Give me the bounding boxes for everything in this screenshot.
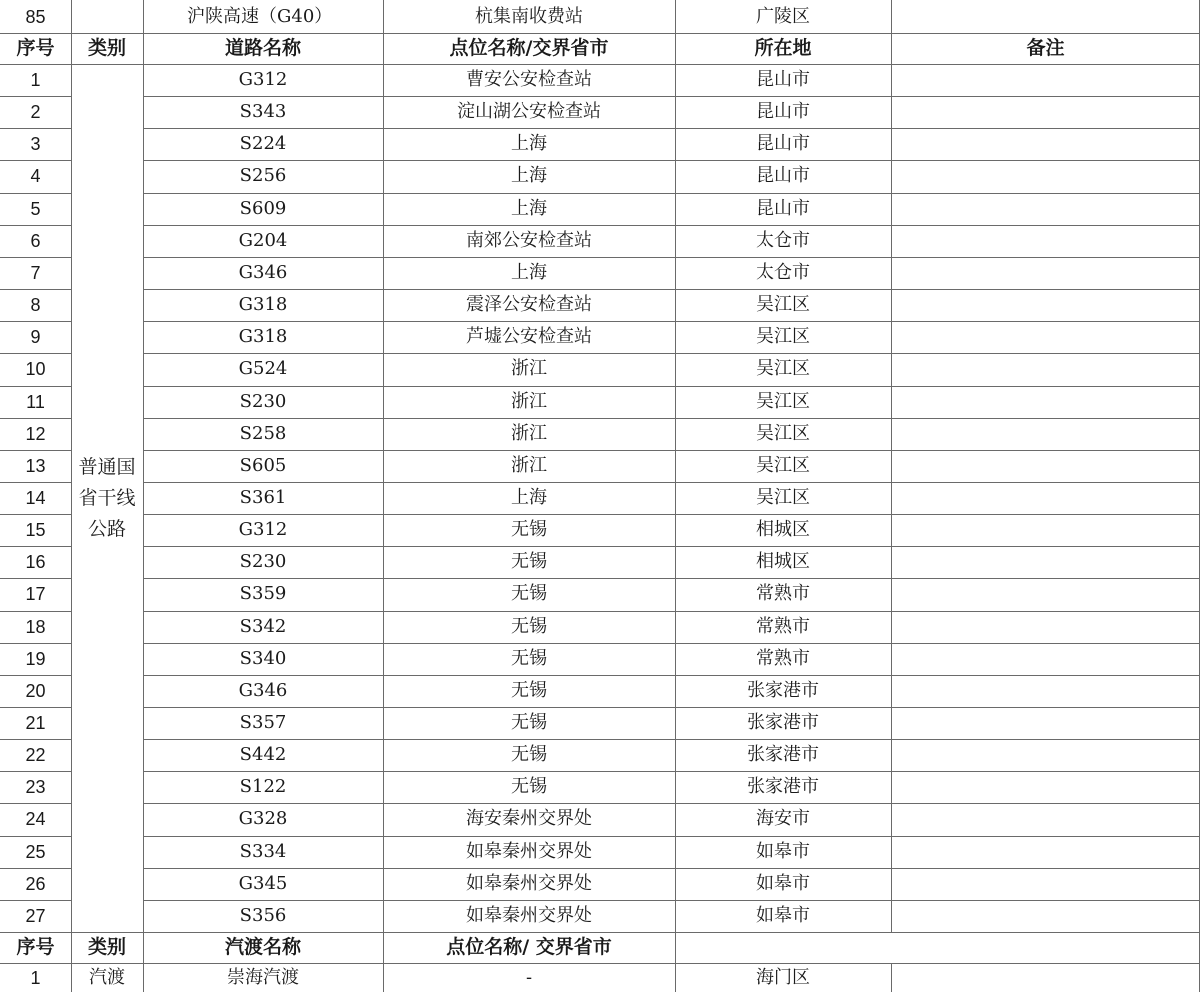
header-road-name: 道路名称 xyxy=(224,37,301,59)
header2-point-name: 点位名称/ 交界省市 xyxy=(446,936,612,958)
row-point-name: 无锡 xyxy=(511,616,547,637)
header2-category: 类别 xyxy=(87,936,126,958)
row-road-name: G318 xyxy=(238,326,288,347)
row-seq: 2 xyxy=(30,102,41,122)
ferry-row-location: 海门区 xyxy=(756,966,810,988)
header2-ferry-name: 汽渡名称 xyxy=(224,936,301,958)
row-point-name: 淀山湖公安检查站 xyxy=(457,101,601,122)
row-point-name: 震泽公安检查站 xyxy=(466,294,592,315)
ferry-row-point: - xyxy=(525,966,533,988)
row-location: 吴江区 xyxy=(756,294,810,315)
row-point-name: 芦墟公安检查站 xyxy=(466,326,592,347)
header-category: 类别 xyxy=(87,37,126,59)
row-road-name: G312 xyxy=(238,519,288,540)
row-location: 如皋市 xyxy=(756,841,810,862)
row-seq: 27 xyxy=(25,906,46,926)
row-location: 昆山市 xyxy=(756,69,810,90)
row-point-name: 浙江 xyxy=(511,423,547,444)
row-seq: 12 xyxy=(25,424,46,444)
row-location: 昆山市 xyxy=(756,198,810,219)
row-point-name: 上海 xyxy=(511,487,547,508)
header-location: 所在地 xyxy=(754,37,812,59)
continued-row-point: 杭集南收费站 xyxy=(475,5,583,27)
row-seq: 9 xyxy=(30,327,41,347)
row-point-name: 无锡 xyxy=(511,583,547,604)
row-seq: 19 xyxy=(25,649,46,669)
row-seq: 8 xyxy=(30,295,41,315)
row-point-name: 无锡 xyxy=(511,680,547,701)
row-road-name: S359 xyxy=(239,583,287,604)
row-seq: 21 xyxy=(25,713,46,733)
row-location: 吴江区 xyxy=(756,326,810,347)
row-point-name: 浙江 xyxy=(511,358,547,379)
row-location: 吴江区 xyxy=(756,423,810,444)
row-point-name: 无锡 xyxy=(511,648,547,669)
row-road-name: G318 xyxy=(238,294,288,315)
ferry-row-category: 汽渡 xyxy=(89,966,125,988)
row-road-name: S609 xyxy=(239,198,287,219)
row-point-name: 上海 xyxy=(511,262,547,283)
header2-seq: 序号 xyxy=(16,936,55,958)
row-seq: 23 xyxy=(25,777,46,797)
category-line: 公路 xyxy=(87,517,126,540)
grid-line-vertical xyxy=(891,963,892,992)
header-remark: 备注 xyxy=(1026,37,1065,59)
row-location: 相城区 xyxy=(756,551,810,572)
row-point-name: 无锡 xyxy=(511,519,547,540)
row-road-name: S230 xyxy=(239,391,287,412)
row-location: 昆山市 xyxy=(756,101,810,122)
row-point-name: 浙江 xyxy=(511,391,547,412)
row-location: 太仓市 xyxy=(756,262,810,283)
row-point-name: 上海 xyxy=(511,165,547,186)
row-location: 太仓市 xyxy=(756,230,810,251)
row-point-name: 海安秦州交界处 xyxy=(466,808,592,829)
row-point-name: 无锡 xyxy=(511,712,547,733)
row-point-name: 南郊公安检查站 xyxy=(466,230,592,251)
row-location: 相城区 xyxy=(756,519,810,540)
continued-row-location: 广陵区 xyxy=(756,5,810,27)
row-seq: 14 xyxy=(25,488,46,508)
row-location: 吴江区 xyxy=(756,391,810,412)
row-point-name: 如皋秦州交界处 xyxy=(466,905,592,926)
row-road-name: G328 xyxy=(238,808,288,829)
row-road-name: S357 xyxy=(239,712,287,733)
row-seq: 18 xyxy=(25,617,46,637)
category-merged-cell xyxy=(71,64,143,932)
row-seq: 3 xyxy=(30,134,41,154)
row-road-name: G346 xyxy=(238,262,288,283)
row-road-name: S256 xyxy=(239,165,287,186)
row-location: 张家港市 xyxy=(747,712,819,733)
row-location: 吴江区 xyxy=(756,487,810,508)
row-road-name: S122 xyxy=(239,776,287,797)
row-location: 常熟市 xyxy=(756,648,810,669)
category-line: 普通国 xyxy=(78,455,136,478)
row-road-name: S342 xyxy=(239,616,287,637)
category-line: 省干线 xyxy=(78,486,136,509)
row-road-name: G524 xyxy=(238,358,288,379)
row-road-name: S230 xyxy=(239,551,287,572)
row-road-name: S258 xyxy=(239,423,287,444)
row-seq: 6 xyxy=(30,231,41,251)
ferry-row-name: 崇海汽渡 xyxy=(227,966,299,988)
ferry-row-seq: 1 xyxy=(30,967,41,988)
row-road-name: S334 xyxy=(239,841,287,862)
row-seq: 24 xyxy=(25,809,46,829)
row-location: 常熟市 xyxy=(756,616,810,637)
row-location: 昆山市 xyxy=(756,133,810,154)
row-seq: 17 xyxy=(25,584,46,604)
row-location: 张家港市 xyxy=(747,744,819,765)
grid-line-vertical xyxy=(891,0,892,932)
row-location: 海安市 xyxy=(756,808,810,829)
row-road-name: S224 xyxy=(239,133,287,154)
continued-row-road: 沪陕高速（G40） xyxy=(187,5,333,27)
row-seq: 10 xyxy=(25,359,46,379)
row-seq: 16 xyxy=(25,552,46,572)
row-road-name: S605 xyxy=(239,455,287,476)
row-point-name: 无锡 xyxy=(511,551,547,572)
row-road-name: S356 xyxy=(239,905,287,926)
row-seq: 13 xyxy=(25,456,46,476)
row-location: 常熟市 xyxy=(756,583,810,604)
header-point-name: 点位名称/交界省市 xyxy=(449,37,609,59)
row-road-name: S361 xyxy=(239,487,287,508)
row-road-name: G346 xyxy=(238,680,288,701)
row-location: 吴江区 xyxy=(756,455,810,476)
row-seq: 26 xyxy=(25,874,46,894)
row-location: 如皋市 xyxy=(756,905,810,926)
row-seq: 15 xyxy=(25,520,46,540)
row-point-name: 无锡 xyxy=(511,776,547,797)
row-seq: 11 xyxy=(26,392,45,412)
row-seq: 1 xyxy=(30,70,41,90)
row-road-name: G204 xyxy=(238,230,288,251)
row-point-name: 如皋秦州交界处 xyxy=(466,841,592,862)
row-point-name: 上海 xyxy=(511,133,547,154)
row-seq: 5 xyxy=(30,199,41,219)
row-location: 张家港市 xyxy=(747,680,819,701)
row-location: 张家港市 xyxy=(747,776,819,797)
row-point-name: 上海 xyxy=(511,198,547,219)
row-road-name: S340 xyxy=(239,648,287,669)
row-location: 昆山市 xyxy=(756,165,810,186)
row-seq: 22 xyxy=(25,745,46,765)
row-seq: 25 xyxy=(25,842,46,862)
row-road-name: S442 xyxy=(239,744,287,765)
row-location: 如皋市 xyxy=(756,873,810,894)
row-point-name: 浙江 xyxy=(511,455,547,476)
row-road-name: G345 xyxy=(238,873,288,894)
row-seq: 4 xyxy=(30,166,41,186)
row-point-name: 如皋秦州交界处 xyxy=(466,873,592,894)
row-location: 吴江区 xyxy=(756,358,810,379)
row-point-name: 曹安公安检查站 xyxy=(466,69,592,90)
row-seq: 7 xyxy=(30,263,41,283)
row-road-name: G312 xyxy=(238,69,288,90)
row-point-name: 无锡 xyxy=(511,744,547,765)
header-seq: 序号 xyxy=(16,37,55,59)
row-road-name: S343 xyxy=(239,101,287,122)
row-seq: 20 xyxy=(25,681,46,701)
continued-row-seq: 85 xyxy=(25,6,46,27)
